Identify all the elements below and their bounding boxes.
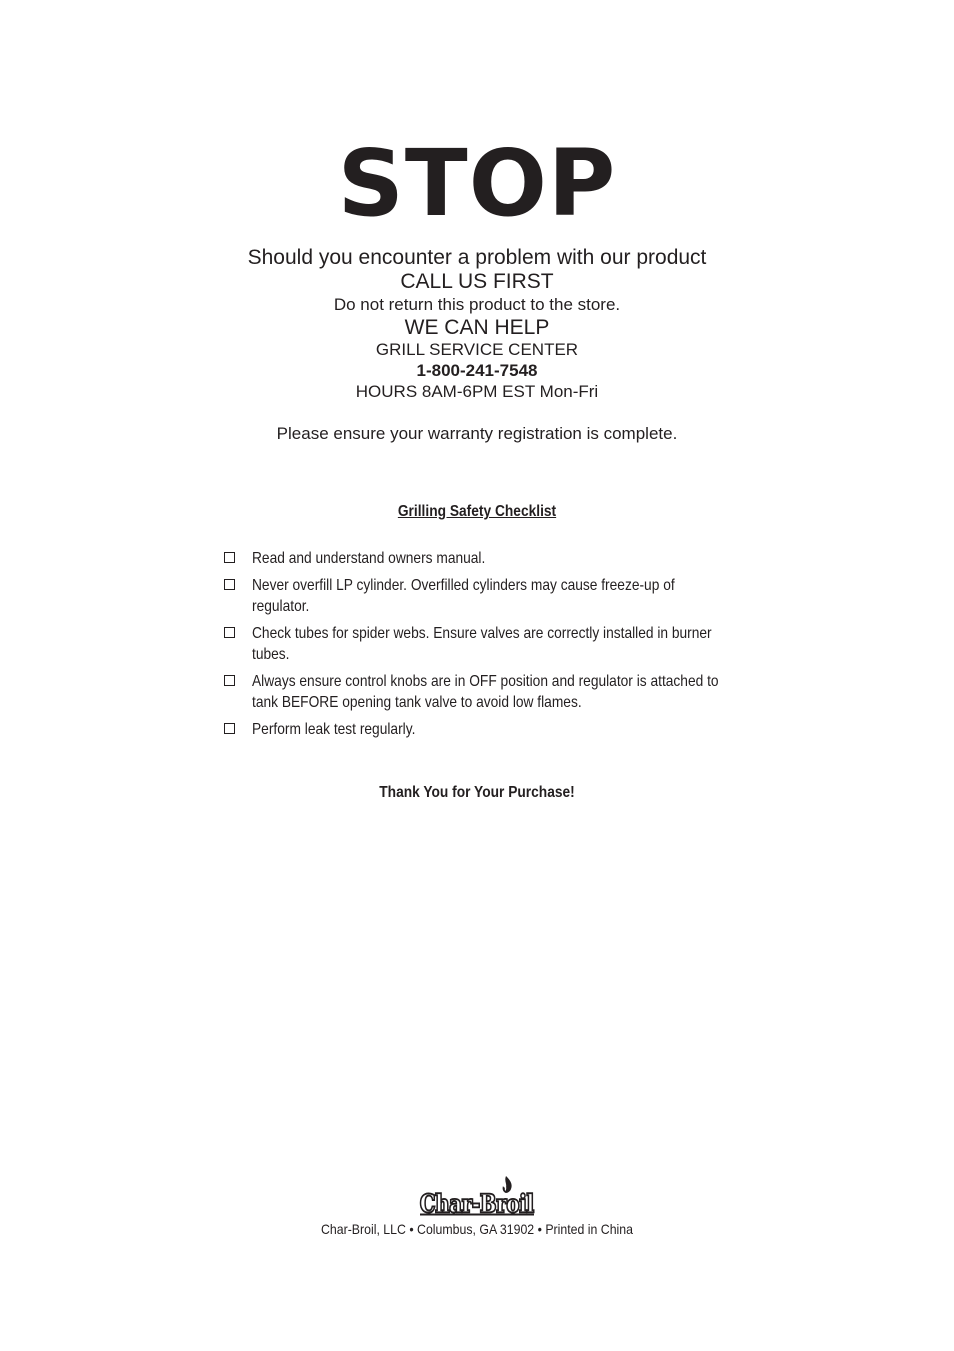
logo-wordmark-fill: Char-Broil [420, 1189, 534, 1216]
phone-number: 1-800-241-7548 [416, 361, 538, 380]
warranty-notice: Please ensure your warranty registration is complete. [276, 424, 678, 443]
checkbox[interactable] [224, 579, 235, 590]
checklist-item [224, 548, 744, 570]
checklist-item [224, 671, 744, 714]
char-broil-logo [418, 1172, 538, 1216]
do-not-return: Do not return this product to the store. [333, 295, 621, 314]
service-center: GRILL SERVICE CENTER [375, 340, 579, 359]
checklist-item [224, 623, 744, 666]
problem-line: Should you encounter a problem with our product [247, 246, 707, 269]
service-hours: HOURS 8AM-6PM EST Mon-Fri [355, 382, 599, 401]
checklist-item-label: Perform leak test regularly. [252, 720, 416, 738]
footer-address: Char-Broil, LLC • Columbus, GA 31902 • Printed in China [320, 1221, 633, 1237]
char-broil-logo-graphic [418, 1172, 538, 1216]
checkbox[interactable] [224, 552, 235, 563]
checklist-item-label: Never overfill LP cylinder. Overfilled cylinders may cause freeze-up of regulator. [252, 576, 675, 615]
checkbox[interactable] [224, 627, 235, 638]
checklist-item [224, 719, 744, 741]
checkbox[interactable] [224, 723, 235, 734]
thank-you-message: Thank You for Your Purchase! [379, 784, 575, 801]
checklist-title: Grilling Safety Checklist [397, 503, 557, 520]
checklist-item-label: Check tubes for spider webs. Ensure valves are correctly installed in burner tubes. [252, 624, 712, 663]
safety-checklist [224, 548, 744, 745]
checklist-item-label: Always ensure control knobs are in OFF position and regulator is attached to tank BEFORE opening tank valve to avoid low flames. [252, 672, 719, 711]
we-can-help: WE CAN HELP [404, 316, 550, 339]
checkbox[interactable] [224, 675, 235, 686]
checklist-item [224, 575, 744, 618]
call-us-first: CALL US FIRST [400, 270, 554, 293]
stop-heading: STOP [337, 130, 617, 237]
checklist-item-label: Read and understand owners manual. [252, 550, 486, 567]
logo-wordmark: Char-Broil [420, 1189, 534, 1216]
